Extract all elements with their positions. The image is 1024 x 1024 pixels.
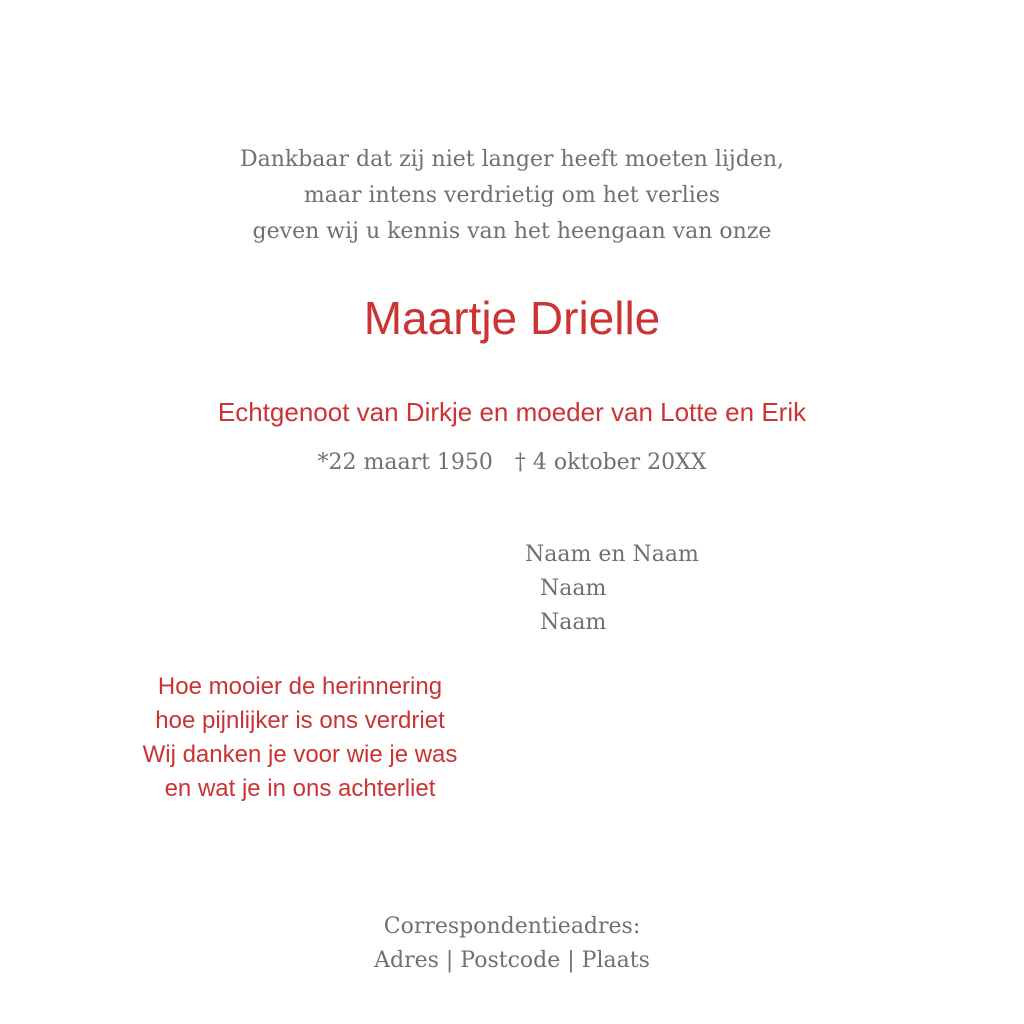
intro-line: Dankbaar dat zij niet langer heeft moeten lijden, [239,147,785,172]
poem-line: Wij danken je voor wie je was [142,741,458,768]
poem [100,670,500,806]
family-names [525,538,825,640]
family-name-line: Naam [540,576,607,601]
family-name-line: Naam en Naam [525,542,699,567]
relation-line: Echtgenoot van Dirkje en moeder van Lotte en Erik [217,397,807,427]
correspondence-label: Correspondentieadres: [383,914,641,939]
intro-line: maar intens verdrietig om het verlies [303,183,721,208]
correspondence-block [0,910,1024,978]
poem-line: Hoe mooier de herinnering [157,673,443,700]
deceased-name: Maartje Drielle [363,292,661,344]
dates-line [0,446,1024,480]
intro-text [0,142,1024,250]
death-date: † 4 oktober 20XX [514,450,707,475]
poem-line: en wat je in ons achterliet [164,775,436,802]
family-name-line: Naam [540,610,607,635]
birth-date: *22 maart 1950 [317,450,493,475]
intro-line: geven wij u kennis van het heengaan van onze [252,219,772,244]
correspondence-address: Adres | Postcode | Plaats [374,948,650,973]
poem-line: hoe pijnlijker is ons verdriet [155,707,445,734]
